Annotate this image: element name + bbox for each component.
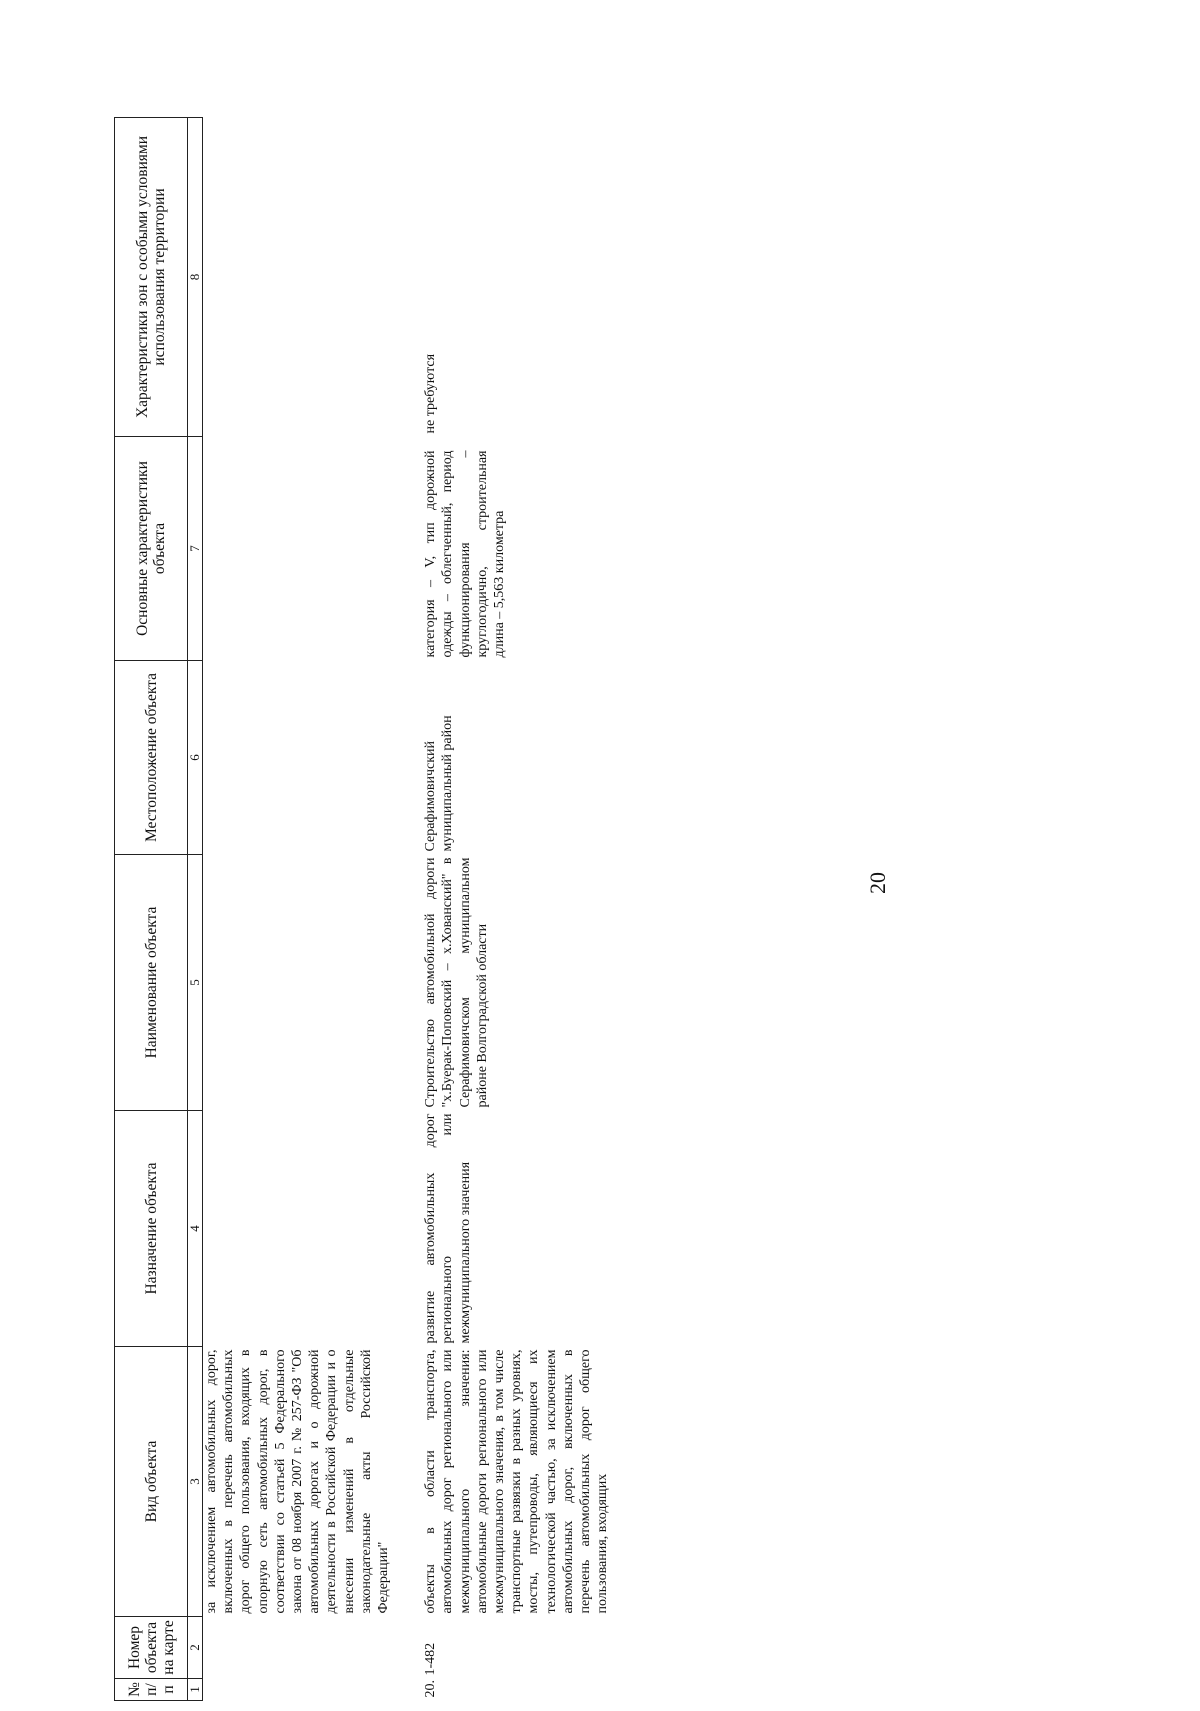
header-col-2: Номер объекта на карте [115,1617,188,1679]
cell-object-characteristics [203,437,393,661]
column-number: 7 [188,437,203,661]
cell-object-location: Серафимовичский муниципальный район [423,715,456,852]
cell-map-number [203,1617,393,1679]
cell-object-purpose: развитие автомобильных дорог регионального или межмуниципального значения [423,1113,473,1344]
table-row-20 [392,118,611,1701]
header-col-8: Характеристики зон с особыми условиями использования территории [115,118,188,437]
header-col-6: Местоположение объекта [115,661,188,855]
cell-object-name: Строительство автомобильной дороги "х.Буерак-Поповский – х.Хованский" в Серафимовичском муниципальном районе Волгоградской области [423,857,490,1108]
header-col-5: Наименование объекта [115,855,188,1111]
cell-map-number: 1-482 [423,1642,439,1676]
table-row-continuation [203,118,393,1701]
column-number: 5 [188,855,203,1111]
column-number: 6 [188,661,203,855]
cell-zone-characteristics: не требуются [423,353,439,434]
cell-object-characteristics: категория – V, тип дорожной одежды – облегченный, период функционирования – круглогодично, строительная длина – 5,563 километра [423,450,508,658]
column-number: 4 [188,1111,203,1347]
cell-number [203,1679,393,1701]
page-number: 20 [865,872,890,894]
table-header [115,118,203,1701]
cell-object-name [203,855,393,1111]
header-col-7: Основные характеристики объекта [115,437,188,661]
cell-object-kind: за исключением автомобильных дорог, включенных в перечень автомобильных дорог общего пользования, входящих в опорную сеть автомобильных дорог, в соответствии со статьей 5 Федерального закона от 08 ноября 2007 г. № 257-ФЗ "Об автомобильных дорогах и о дорожной деятельности в Российской Федерации и о внесении изменений в отдельные законодательные акты Российской Федерации" [204,1349,392,1614]
objects-table-sheet [114,118,1176,1701]
objects-table [114,117,611,1701]
column-number: 8 [188,118,203,437]
cell-number: 20. [423,1680,439,1698]
cell-object-purpose [203,1111,393,1347]
cell-object-location [203,661,393,855]
column-number: 3 [188,1347,203,1617]
header-col-1: № п/п [115,1679,188,1701]
cell-zone-characteristics [203,118,393,437]
column-number-row [188,118,203,1701]
header-col-4: Назначение объекта [115,1111,188,1347]
column-number: 1 [188,1679,203,1701]
cell-object-kind: объекты в области транспорта, автомобильных дорог регионального или межмуниципального значения: автомобильные дороги регионального или межмуниципального значения, в том числе транспортные развязки в разных уровнях, мосты, путепроводы, являющиеся их технологической частью, за исключением автомобильных дорог, включенных в перечень автомобильных дорог общего пользования, входящих [423,1349,611,1614]
column-number: 2 [188,1617,203,1679]
header-col-3: Вид объекта [115,1347,188,1617]
